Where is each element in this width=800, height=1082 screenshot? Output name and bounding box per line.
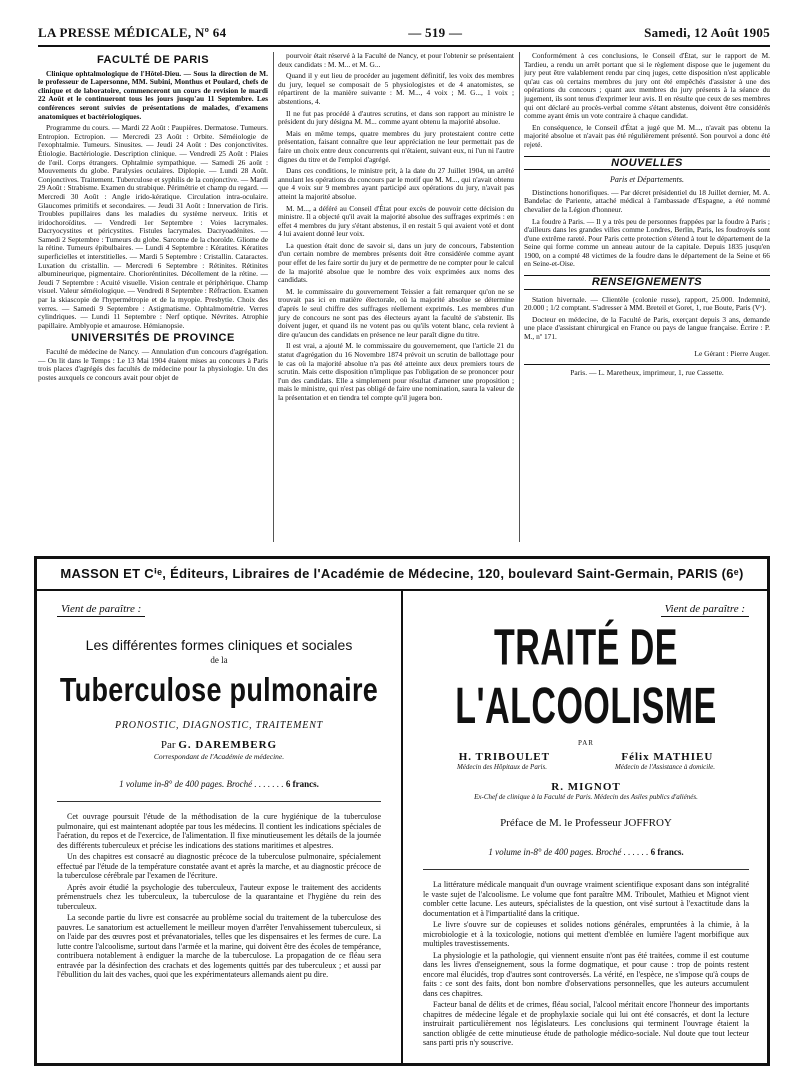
nouvelles-title: NOUVELLES [611, 156, 683, 169]
volume-price: 6 francs. [650, 847, 684, 857]
description-paragraph: Un des chapitres est consacré au diagnostic précoce de la tuberculose pulmonaire, spécialement effectué par l'étude de la température constatée avant et après la marche, et au diagnostic précoce de la tuberculose cérébrale par l'examen de l'écriture. [57, 852, 381, 880]
description-paragraph: La littérature médicale manquait d'un ouvrage vraiment scientifique exposant dans son intégralité le vaste sujet de l'alcoolisme. Le volume que font paraître MM. Triboulet, Mathieu et Mignot vient combler cette lacune. Les auteurs, spécialistes de la question, ont visé surtout à l'exactitude dans la documentation et à l'impartialité dans la critique. [423, 880, 749, 918]
description-paragraph: La seconde partie du livre est consacrée au problème social du traitement de la tuberculose des pauvres. Le sanatorium est actuellement le meilleur moyen d'arrêter l'envahissement tuberculeux, si on l'aide par des œuvres post et prévanatoriales, telles que les dispensaires et les fermes de cure. La lutte contre l'alcoolisme, surtout dans l'armée et la marine, qui doivent être des écoles de tempérance, contribuera notablement à endiguer la marche de la tuberculose. La propagation de ce fléau sera entravée par la désinfection des crachats et des logements quittés par des tuberculeux ; et aussi par l'ébullition du lait des vaches, quoi que les expérimentateurs allemands aient pu dire. [57, 913, 381, 979]
programme-paragraph: Programme du cours. — Mardi 22 Août : Paupières. Dermatose. Tumeurs. Entropion. Ectropion. — Mercredi 23 Août : Orbite. Séméiologie de l'exophtalmie. Tumeurs. Sinusites. — Jeudi 24 Août : Des conjonctivites. Étiologie. Bactériologie. Description clinique. — Vendredi 25 Août : Plaies de l'œil. Corps étrangers. Ophtalmie sympathique. — Samedi 26 août : Mouvements du globe. Paralysies oculaires. Diplopie. — Lundi 28 Août. Conjonctives. Traitement. Tuberculose et syphilis de la conjonctive. — Mardi 29 Août : Strabisme. Examen du strabique. Périmétrie et champ du regard. — Mercredi 30 Août : Angle irido-kératique. Circulation intra-oculaire. Glaucomes primitifs et secondaires. — Jeudi 31 Août : Innervation de l'iris. Troubles pupillaires dans les maladies du système nerveux. Iritis et iridochoroïdites. — Vendredi 1er Septembre : Voies lacrymales. Dacryocystites et péricystites. Fistules lacrymales. Dacryoadénites. — Samedi 2 Septembre : Tumeurs du globe. Sarcome de la choroïde. Gliome de la rétine. Tumeurs épibulbaires. — Lundi 4 Septembre : Kératites. Kératites superficielles et interstitielles. — Mardi 5 Septembre : Cristallin. Cataractes. Luxation du cristallin. — Mercredi 6 Septembre : Rétinites. Rétinites albumineurique, pigmentaire. Chorioréntinites. Décollement de la rétine. — Jeudi 7 Septembre : Acuité visuelle. Vision centrale et périphérique. Champ visuel. Valeur séméiologique. — Vendredi 8 Septembre : Réfraction. Examen par la skiascopie de l'hypermétropie et de la myopie. Presbytie. Choix des verres. — Samedi 9 Septembre : Astigmatisme. Ophtalmométrie. Verres cylindriques. — Lundi 11 Septembre : Nerf optique. Névrites. Atrophie papillaire. Amblyopie et amaurose. Hémianopsie. [38, 123, 268, 330]
renseignements-box [524, 275, 770, 290]
volume-info: 1 volume in-8° de 400 pages. Broché . . . . . . . [119, 779, 284, 789]
book-author-line [57, 739, 381, 751]
col2-paragraph: Mais en même temps, quatre membres du jury protestaient contre cette présentation, faisant connaître que leur appréciation ne leur permettait pas de faire un choix entre deux concurrents qui n'étaient, suivant eux, ni l'un ni l'autre dignes du titre et de l'emploi d'agrégé. [278, 128, 514, 164]
faculte-title: FACULTÉ DE PARIS [96, 54, 210, 66]
book-author: Félix MATHIEU [621, 751, 714, 763]
author-affiliation: Correspondant de l'Académie de médecine. [153, 752, 285, 761]
par-label: PAR [578, 739, 594, 747]
col2-paragraph: Quand il y eut lieu de procéder au jugement définitif, les voix des membres du jury, lequel se composait de 5 physiologistes et de 4 anatomistes, se répartirent de la manière suivante : M. M..., 4 voix ; M. G..., 1 voix ; abstentions, 4. [278, 71, 514, 106]
col3-paragraph: En conséquence, le Conseil d'État a jugé que M. M..., n'avait pas obtenu la majorité absolue et n'avait pas été régulièrement présenté. Son pourvoi a donc été rejeté. [524, 122, 770, 149]
book-title-de: de la [210, 655, 228, 665]
distinctions-paragraph: Distinctions honorifiques. — Par décret présidentiel du 18 Juillet dernier, M. A. Bandelac de Pariente, attaché médical à l'ambassade d'Espagne, a été nommé chevalier de la Légion d'honneur. [524, 187, 770, 214]
vient-de-paraitre-label: Vient de paraître : [661, 603, 749, 617]
nouvelles-subtitle: Paris et Départements. [610, 175, 684, 185]
volume-price: 6 francs. [285, 779, 319, 789]
col2-paragraph: pourvoir était réservé à la Faculté de Nancy, et pour l'obtenir se présentaient deux candidats : M. M... et M. G... [278, 52, 514, 69]
book-title-main: TRAITÉ DE L'ALCOOLISME [455, 619, 717, 735]
book-author: G. DAREMBERG [178, 739, 278, 751]
issue-date: Samedi, 12 Août 1905 [644, 25, 770, 40]
description-paragraph: Cet ouvrage poursuit l'étude de la méthodisation de la cure hygiénique de la tuberculose pulmonaire, qui est maintenant adoptée par tous les médecins. Il contient les indications spéciales de l'aération, du repos et de l'exercice, de l'alimentation. Il fixe minutieusement les détails de la journée des différents tuberculeux et précise les indications des stations maritimes et alpestres. [57, 812, 381, 850]
col2-paragraph: Il est vrai, a ajouté M. le commissaire du gouvernement, que l'article 21 du statut d'agrégation du 16 Novembre 1874 prévoit un scrutin de ballottage pour le cas où la majorité absolue n'a pas été atteinte aux deux premiers tours de scrutin. Mais cette disposition n'implique pas l'obligation de se prononcer pour l'un des candidats. Elle a simplement pour résultat d'amener une proposition ; mais le ministre, qui n'est pas obligé de faire une nomination, saura la valeur de la présentation et en tiendra tel compte qu'il jugera bon. [278, 341, 514, 402]
description-paragraph: Après avoir étudié la psychologie des tuberculeux, l'auteur expose le traitement des accidents prémenstruels chez les tuberculeux, la tuberculose de la quarantaine et l'hygiène du rein des tuberculeux. [57, 882, 381, 911]
volume-line [57, 779, 381, 789]
ad-tuberculose [37, 591, 403, 1063]
book-title-small: Les différentes formes cliniques et sociales [85, 637, 353, 653]
journal-title: LA PRESSE MÉDICALE, Nº 64 [38, 25, 227, 40]
authors-affiliations [423, 763, 749, 771]
authors-row [423, 751, 749, 763]
book-author: H. TRIBOULET [458, 751, 550, 763]
clinique-paragraph: Clinique ophtalmologique de l'Hôtel-Dieu. — Sous la direction de M. le professeur de Lapersonne, MM. Subini, Monthus et Poulard, chefs de clinique et de laboratoire, commenceront un cours de revision le mardi 22 Août et le continueront tous les jours jusqu'au 11 Septembre. Les conférences seront suivies de présentations de malades, d'examens anatomiques et bactériologiques. [38, 68, 268, 121]
book-author: R. MIGNOT [551, 781, 621, 793]
col2-paragraph: M. M..., a déféré au Conseil d'État pour excès de pouvoir cette décision du ministre. Il a objecté qu'il avait la majorité absolue des suffrages exprimés : en effet 4 membres du jury s'étant abstenus, il en restait 5 qui avaient voté et dont 4 lui avaient donné leur voix. [278, 203, 514, 239]
author-affiliation: Ex-Chef de clinique à la Faculté de Paris. Médecin des Asiles publics d'aliénés. [474, 793, 698, 801]
col2-paragraph: Dans ces conditions, le ministre prit, à la date du 27 Juillet 1904, un arrêté annulant les opérations du concours par le motif que M. M..., qui n'avait obtenu que 4 voix sur 9 membres ayant participé aux opérations du jury, n'avait pas atteint la majorité absolue. [278, 166, 514, 201]
imprimeur-line: Paris. — L. Maretheux, imprimeur, 1, rue Cassette. [524, 364, 770, 378]
book-description [57, 801, 381, 980]
nancy-paragraph: Faculté de médecine de Nancy. — Annulation d'un concours d'agrégation. — On lit dans le Temps : Le 13 Mai 1904 étaient mises au concours à Paris trois places d'agrégés des facultés de médecine pour la physiologie. Un des postes auxquels ce concours avait pour objet de [38, 347, 268, 382]
publisher-advertisement [34, 556, 770, 1066]
col3-paragraph: Conformément à ces conclusions, le Conseil d'État, sur le rapport de M. Tardieu, a rendu un arrêt portant que si le règlement dispose que le jugement du jury peut être valablement rendu par cinq juges, cette disposition n'est applicable qu'au cas où certains membres du jury ont été empêchés d'assister à une des opérations du concours ; quant aux membres du jury présents à la séance du jugement, ils sont tenus d'exprimer leur avis. Il en résulte que ceux de ses membres qui ont déclaré au procès-verbal comme s'étant abstenus, doivent être considérés comme ayant émis un vote contraire à chaque candidat. [524, 52, 770, 121]
col2-paragraph: Il ne fut pas procédé à d'autres scrutins, et dans son rapport au ministre le président du jury désigna M. M... comme ayant obtenu la majorité absolue. [278, 108, 514, 127]
author-affiliation: Médecin de l'Assistance à domicile. [614, 763, 715, 771]
station-paragraph: Station hivernale. — Clientèle (colonie russe), rapport, 25.000. Indemnité, 20.000 ; 1/2 comptant. S'adresser à MM. Breteil et Goret, 1, rue Boute, Paris (Vᵉ). [524, 294, 770, 313]
preface-line: Préface de M. le Professeur JOFFROY [500, 817, 672, 829]
author-affiliation: Médecin des Hôpitaux de Paris. [456, 763, 547, 771]
book-description [423, 869, 749, 1048]
book-title-main: Tuberculose pulmonaire [59, 671, 379, 709]
page-number: — 519 — [408, 25, 463, 40]
description-paragraph: La physiologie et la pathologie, qui viennent ensuite n'ont pas été traitées, comme il est coutume dans les livres d'enseignement, sous la forme dogmatique, et pour cause : trop de points restent encore mal élucidés, trop d'autres sont controversés. La vérité, en l'espèce, ne s'impose qu'à coups de faits : ce sont des faits, dont bon nombre d'observations personnelles, que les auteurs accumulent dans ces chapitres. [423, 950, 749, 998]
docteur-paragraph: Docteur en médecine, de la Faculté de Paris, exerçant depuis 3 ans, demande une place d'assistant chirurgical en France ou pays de langue française. Écrire : P. M., nº 171. [524, 314, 770, 342]
col2-paragraph: La question était donc de savoir si, dans un jury de concours, l'abstention d'un certain nombre de membres présents doit être considérée comme ayant pour effet de les faire sortir du jury et de permettre de ne compter pour le calcul de la majorité absolue que le nombre des voix exprimées aux noms des candidats. [278, 240, 514, 285]
volume-info: 1 volume in-8° de 400 pages. Broché . . . . . . [488, 847, 649, 857]
vient-de-paraitre-label: Vient de paraître : [57, 603, 145, 617]
foudre-paragraph: La foudre à Paris. — Il y a très peu de personnes frappées par la foudre à Paris ; d'ailleurs dans les grandes villes comme Londres, Berlin, Paris, les foudroyés sont d'une extrême rareté. Pour Paris cette protection s'étend à tout le département de la Seine qui forme comme un anneau autour de la capitale. Depuis 1835 jusqu'en 1900, on a compté 48 victimes de la foudre dans le département de la Seine et 66 en Seine-et-Oise. [524, 216, 770, 269]
header-rule [38, 45, 770, 47]
nouvelles-box [524, 156, 770, 171]
publisher-banner: MASSON ET Cⁱᵉ, Éditeurs, Libraires de l'Académie de Médecine, 120, boulevard Saint-Germain, PARIS (6ᵉ) [37, 559, 767, 591]
column-divider [519, 52, 520, 542]
par-label: Par [160, 739, 176, 751]
ad-alcoolisme [405, 591, 767, 1063]
gerant-line: Le Gérant : Pierre Auger. [694, 348, 770, 358]
renseignements-title: RENSEIGNEMENTS [591, 276, 703, 289]
universites-title: UNIVERSITÉS DE PROVINCE [71, 332, 235, 345]
page-header [38, 22, 770, 44]
description-paragraph: Le livre s'ouvre sur de copieuses et solides notions générales, empruntées à la chimie, à la microbiologie et à la toxicologie, notions qui mettent d'emblée en lumière l'agent morbifique aux multiples travestissements. [423, 920, 749, 948]
volume-line [423, 847, 749, 857]
column-3 [524, 52, 770, 544]
column-1 [38, 52, 268, 544]
column-2 [278, 52, 514, 544]
column-divider [273, 52, 274, 542]
book-subtitle: PRONOSTIC, DIAGNOSTIC, TRAITEMENT [114, 720, 324, 731]
description-paragraph: Facteur banal de délits et de crimes, fléau social, l'alcool méritait encore l'honneur des importants chapitres de médecine légale et de prophylaxie sociale qui lui ont été consacrés, et dont la lecture instruirait particulièrement nos législateurs. Les conclusions qui terminent l'ouvrage étaient la sanction obligée de cette minutieuse étude de pathologie médico-sociale. Nul doute que tout lecteur sans parti pris n'y souscrive. [423, 1000, 749, 1047]
col2-paragraph: M. le commissaire du gouvernement Teissier a fait remarquer qu'on ne se trouvait pas ici en matière électorale, où la majorité absolue se détermine d'après le seul chiffre des suffrages réellement exprimés. Les membres d'un jury de concours ne sont pas des électeurs ayant la faculté de s'abstenir. Ils doivent juger, et quand ils ne votent pas ou qu'ils votent blanc, cela revient à dire qu'aucun des candidats en présence ne leur paraît digne du titre. [278, 286, 514, 339]
